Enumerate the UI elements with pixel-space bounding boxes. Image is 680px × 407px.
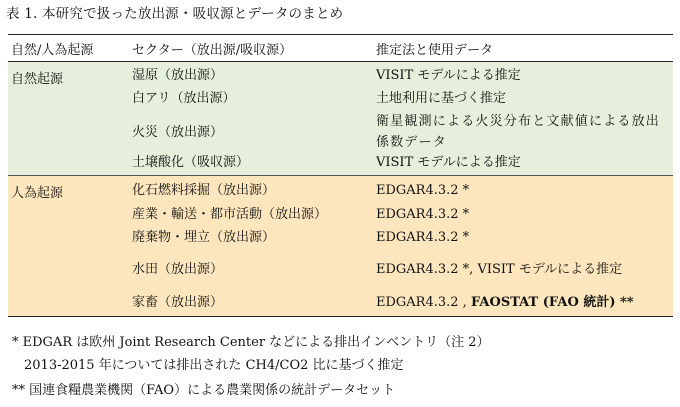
method-cell: VISIT モデルによる推定 [376, 68, 521, 83]
footnote-2: ** 国連食糧農業機関（FAO）による農業関係の統計データセット [12, 383, 396, 398]
method-cell: 衛星観測による火災分布と文献値による放出係数データ [376, 114, 661, 150]
method-cell: VISIT モデルによる推定 [376, 155, 521, 170]
section-natural [8, 62, 673, 176]
sector-cell: 化石燃料採掘（放出源） [132, 183, 276, 198]
header-sector: セクター（放出源/吸収源） [132, 43, 293, 58]
table-caption: 表 1. 本研究で扱った放出源・吸収源とデータのまとめ [6, 6, 344, 22]
group-label-anthropogenic: 人為起源 [11, 186, 64, 201]
sector-cell: 家畜（放出源） [132, 295, 224, 310]
summary-table [8, 34, 673, 317]
sector-cell: 白アリ（放出源） [132, 91, 236, 106]
footnote-1-continued: 2013-2015 年については排出された CH4/CO2 比に基づく推定 [24, 358, 404, 373]
sector-cell: 廃棄物・埋立（放出源） [132, 230, 276, 245]
sector-cell: 産業・輸送・都市活動（放出源） [132, 207, 328, 222]
sector-cell: 土壌酸化（吸収源） [132, 155, 250, 170]
group-label-natural: 自然起源 [11, 72, 64, 87]
sector-cell: 湿原（放出源） [132, 68, 224, 83]
table-header [8, 34, 673, 62]
sector-cell: 火災（放出源） [132, 125, 224, 140]
header-origin: 自然/人為起源 [11, 43, 94, 58]
footnote-1: * EDGAR は欧州 Joint Research Center などによる排出インベントリ（注 2） [12, 335, 490, 350]
method-cell: EDGAR4.3.2 * [376, 230, 470, 245]
method-text-bold: FAOSTAT (FAO 統計) ** [470, 295, 634, 310]
method-cell: EDGAR4.3.2 * [376, 183, 470, 198]
header-method: 推定法と使用データ [376, 43, 494, 58]
section-anthropogenic [8, 176, 673, 317]
method-cell: EDGAR4.3.2 * [376, 207, 470, 222]
method-cell: 土地利用に基づく推定 [376, 91, 507, 106]
sector-cell: 水田（放出源） [132, 262, 224, 277]
method-text: EDGAR4.3.2 , [376, 295, 471, 310]
method-cell: EDGAR4.3.2 *, VISIT モデルによる推定 [376, 262, 623, 277]
method-cell [376, 294, 634, 312]
